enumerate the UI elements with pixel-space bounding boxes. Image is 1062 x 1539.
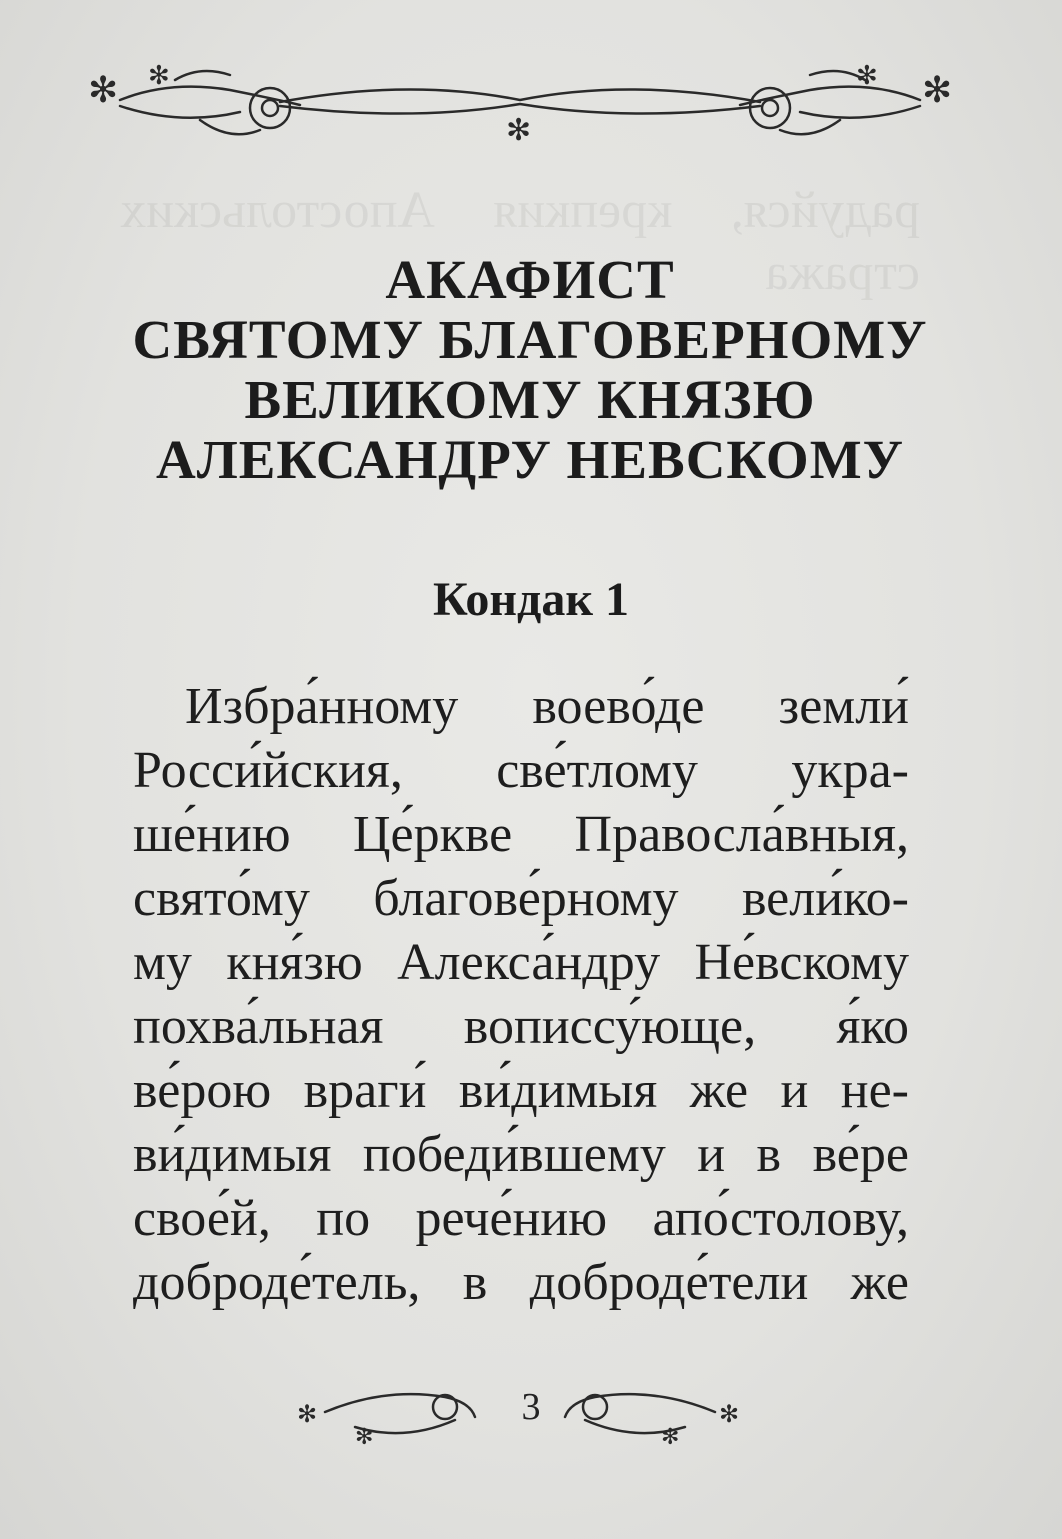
svg-text:✻: ✻ bbox=[297, 1400, 318, 1428]
svg-text:✻: ✻ bbox=[148, 61, 170, 91]
word: в bbox=[462, 1254, 488, 1311]
title-line-4: АЛЕКСАНДРУ НЕВСКОМУ bbox=[156, 429, 904, 490]
kondak-text bbox=[133, 675, 909, 1315]
word: ве́рою bbox=[133, 1062, 272, 1119]
text-line bbox=[133, 1123, 909, 1187]
svg-text:✻: ✻ bbox=[506, 113, 532, 148]
word: кня́зю bbox=[226, 934, 363, 991]
text-line bbox=[133, 867, 909, 931]
word: похва́льная bbox=[133, 998, 384, 1055]
title-line-3: ВЕЛИКОМУ КНЯЗЮ bbox=[244, 369, 816, 430]
word: и bbox=[780, 1062, 809, 1119]
word: Це́ркве bbox=[352, 806, 513, 863]
word: ви́димыя bbox=[458, 1062, 658, 1119]
text-line bbox=[133, 1251, 909, 1315]
title-line-2: СВЯТОМУ БЛАГОВЕРНОМУ bbox=[132, 309, 928, 370]
svg-text:✻: ✻ bbox=[355, 1425, 374, 1450]
word: му bbox=[133, 934, 192, 991]
word: в bbox=[756, 1126, 782, 1183]
text-line bbox=[133, 1059, 909, 1123]
show-through-text: радуйся, крепкия Апостольских стража bbox=[120, 182, 920, 301]
top-ornament bbox=[80, 60, 960, 150]
word: победи́вшему bbox=[362, 1126, 666, 1183]
word: вописсу́юще, bbox=[463, 998, 757, 1055]
svg-text:✻: ✻ bbox=[88, 70, 119, 111]
kondak-heading: Кондак 1 bbox=[432, 573, 629, 626]
word: укра- bbox=[791, 742, 909, 799]
akathist-title bbox=[80, 250, 980, 490]
text-line bbox=[133, 995, 909, 1059]
word: воево́де bbox=[532, 678, 705, 735]
word: апо́столову, bbox=[652, 1190, 909, 1247]
word: и bbox=[697, 1126, 726, 1183]
text-line bbox=[133, 931, 909, 995]
word: све́тлому bbox=[496, 742, 698, 799]
word: доброде́тели bbox=[529, 1254, 809, 1311]
page-number: 3 bbox=[521, 1386, 541, 1428]
svg-text:✻: ✻ bbox=[719, 1400, 740, 1428]
word: же bbox=[850, 1254, 909, 1311]
word: свое́й, bbox=[133, 1190, 271, 1247]
word: рече́нию bbox=[415, 1190, 608, 1247]
text-line bbox=[133, 1187, 909, 1251]
svg-text:✻: ✻ bbox=[922, 70, 953, 111]
word: ве́ре bbox=[812, 1126, 909, 1183]
word: ви́димыя bbox=[133, 1126, 332, 1183]
word: враги́ bbox=[303, 1062, 427, 1119]
text-line bbox=[133, 739, 909, 803]
word: Не́вскому bbox=[694, 934, 909, 991]
svg-text:✻: ✻ bbox=[856, 61, 878, 91]
text-line bbox=[133, 675, 909, 739]
word: земли́ bbox=[778, 678, 909, 735]
word: благове́рному bbox=[373, 870, 679, 927]
word: Избра́нному bbox=[185, 678, 459, 735]
word: не- bbox=[840, 1062, 909, 1119]
word: вели́ко- bbox=[741, 870, 909, 927]
word: я́ко bbox=[836, 998, 909, 1055]
word: же bbox=[689, 1062, 749, 1119]
word: Алекса́ндру bbox=[397, 934, 661, 991]
word: ше́нию bbox=[133, 806, 291, 863]
svg-text:✻: ✻ bbox=[661, 1425, 680, 1450]
text-line bbox=[133, 803, 909, 867]
word: Росси́йския, bbox=[133, 742, 403, 799]
word: свято́му bbox=[133, 870, 310, 927]
word: по bbox=[316, 1190, 371, 1247]
word: доброде́тель, bbox=[133, 1254, 421, 1311]
word: Правосла́вныя, bbox=[574, 806, 909, 863]
title-line-1: АКАФИСТ bbox=[385, 249, 675, 310]
